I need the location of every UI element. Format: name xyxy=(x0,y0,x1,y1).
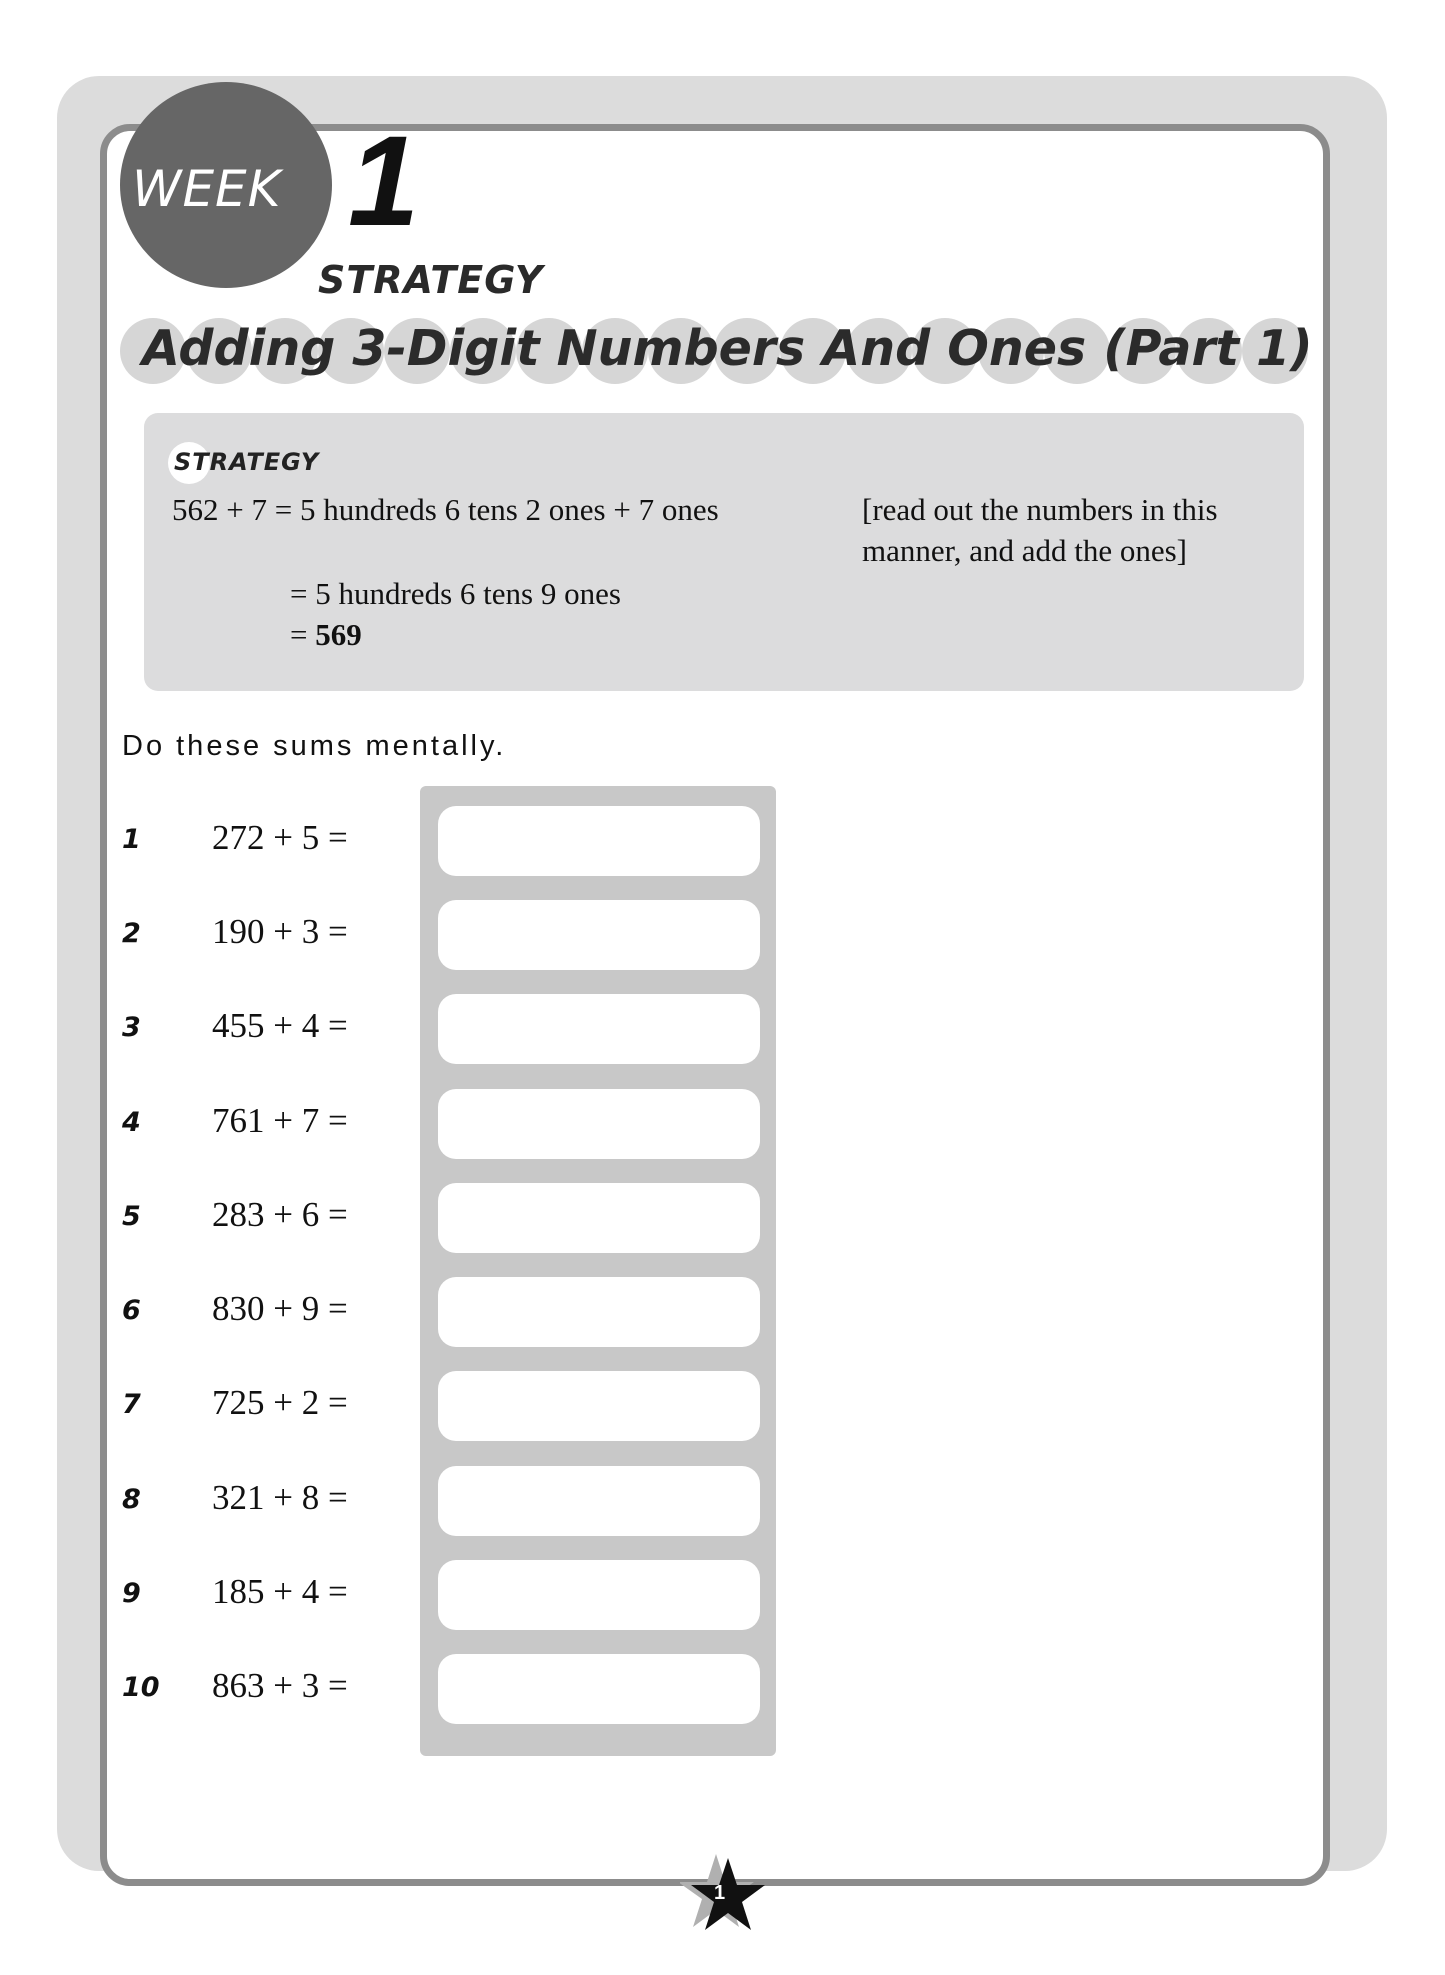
question-number: 2 xyxy=(122,918,141,949)
strategy-note-line-2: manner, and add the ones] xyxy=(862,533,1188,568)
answer-box-3[interactable] xyxy=(438,994,760,1064)
answer-box-4[interactable] xyxy=(438,1089,760,1159)
week-label: WEEK xyxy=(132,160,282,218)
strategy-line-1: 562 + 7 = 5 hundreds 6 tens 2 ones + 7 ones xyxy=(172,492,719,527)
question-expression: 283 + 6 = xyxy=(212,1195,348,1234)
answer-box-7[interactable] xyxy=(438,1371,760,1441)
strategy-note-line-1: [read out the numbers in this xyxy=(862,492,1218,527)
answer-box-8[interactable] xyxy=(438,1466,760,1536)
strategy-box-label: STRATEGY xyxy=(174,448,320,476)
answer-box-6[interactable] xyxy=(438,1277,760,1347)
answer-box-1[interactable] xyxy=(438,806,760,876)
question-expression: 190 + 3 = xyxy=(212,912,348,951)
answer-box-5[interactable] xyxy=(438,1183,760,1253)
week-number: 1 xyxy=(348,110,420,253)
question-expression: 321 + 8 = xyxy=(212,1478,348,1517)
question-expression: 761 + 7 = xyxy=(212,1101,348,1140)
page-number: 1 xyxy=(714,1882,726,1904)
question-number: 9 xyxy=(122,1578,141,1609)
question-number: 7 xyxy=(122,1389,141,1420)
answer-box-2[interactable] xyxy=(438,900,760,970)
strategy-line-2: = 5 hundreds 6 tens 9 ones xyxy=(290,576,621,611)
question-number: 1 xyxy=(122,824,141,855)
answer-box-10[interactable] xyxy=(438,1654,760,1724)
question-number: 5 xyxy=(122,1201,141,1232)
question-number: 8 xyxy=(122,1484,141,1515)
strategy-line-3 xyxy=(290,617,362,653)
question-expression: 725 + 2 = xyxy=(212,1383,348,1422)
question-expression: 863 + 3 = xyxy=(212,1666,348,1705)
question-expression: 830 + 9 = xyxy=(212,1289,348,1328)
question-expression: 272 + 5 = xyxy=(212,818,348,857)
page-title: Adding 3-Digit Numbers And Ones (Part 1) xyxy=(142,320,1313,377)
instructions: Do these sums mentally. xyxy=(122,730,507,762)
question-expression: 185 + 4 = xyxy=(212,1572,348,1611)
strategy-result: 569 xyxy=(315,617,362,652)
question-number: 6 xyxy=(122,1295,141,1326)
question-number: 3 xyxy=(122,1012,141,1043)
question-expression: 455 + 4 = xyxy=(212,1006,348,1045)
question-number: 10 xyxy=(122,1672,160,1703)
section-label: STRATEGY xyxy=(318,258,544,302)
question-number: 4 xyxy=(122,1107,141,1138)
answer-box-9[interactable] xyxy=(438,1560,760,1630)
strategy-line-3-prefix: = xyxy=(290,617,316,652)
